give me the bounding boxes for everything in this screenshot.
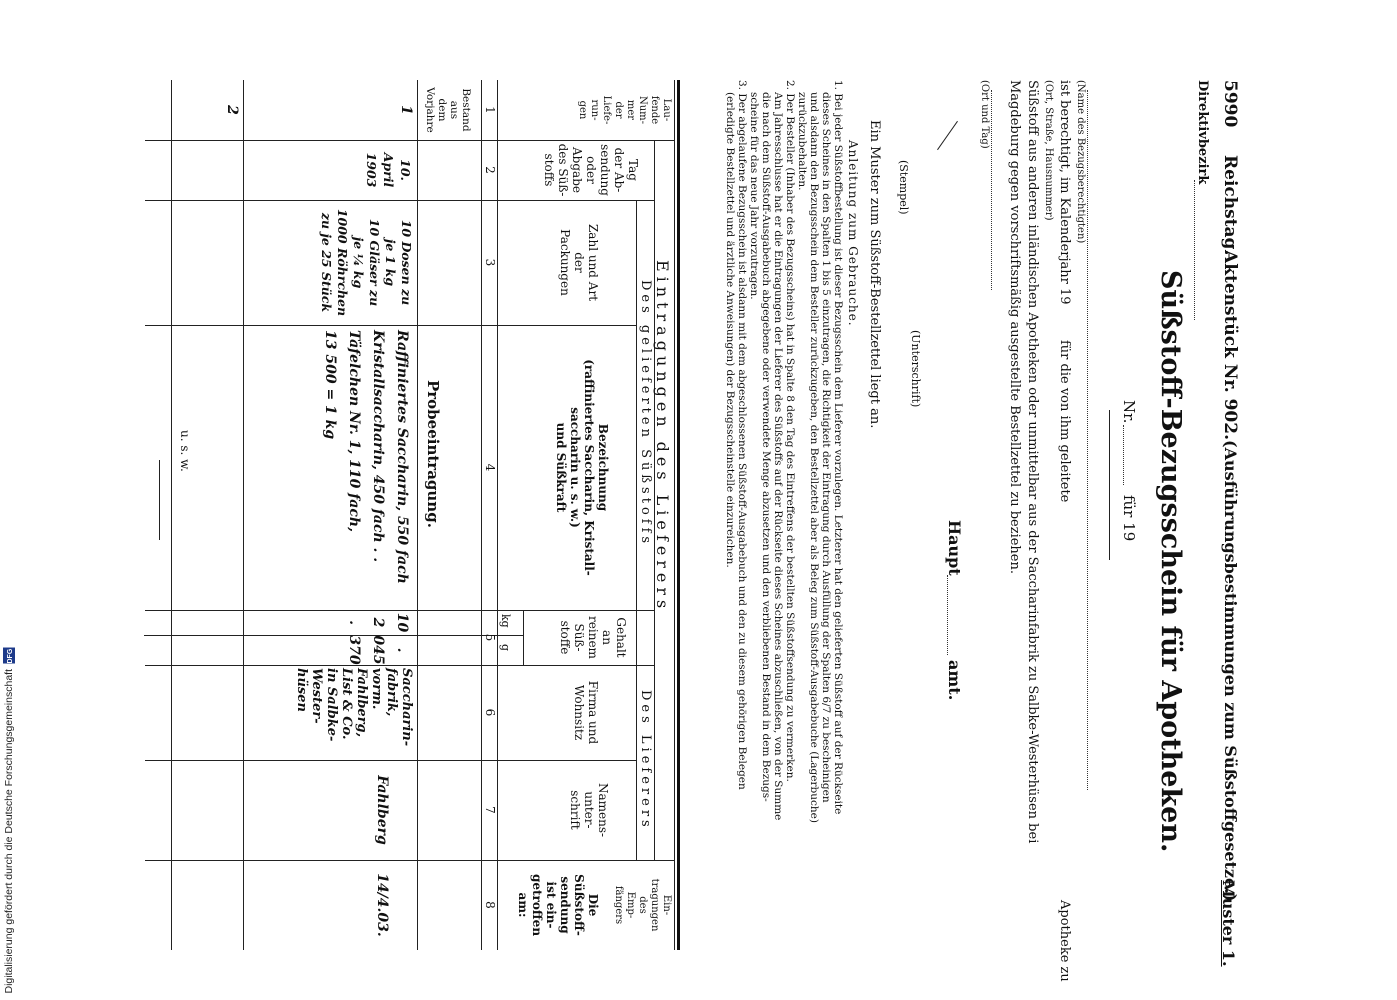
ort-tag-caption: (Ort und Tag) [979,80,990,149]
reichstag-label: Reichstag. [1220,155,1240,256]
row-1-number: 1 [398,105,414,115]
header-col-8: Die Süßstoff- sendung ist ein- getroffen am: [516,873,600,937]
usw-label: u. s. w. [178,430,192,472]
header-col-8-top: Ein- tragungen des Emp- fängers [613,878,672,932]
hauptamt-line [947,575,948,655]
dfg-logo-icon: DFG [3,648,15,664]
anleitung-line-1: 1. Bei jeder Süßstoffbestellung ist dieser Bezugsschein dem Lieferer vorzulegen. Letzterer hat den gelieferten Süßstoff auf der Rückseite [832,80,844,815]
col-number-4: 4 [483,463,497,472]
ort-caption: (Ort, Straße, Hausnummer) [1043,80,1054,221]
form-line-3: Magdeburg gegen vorschriftsmäßig ausgestellte Bestellzettel zu beziehen. [1007,80,1022,574]
col-number-6: 6 [483,708,497,717]
bestand-rule [417,80,418,950]
row-1-eingetroffen: 14/4.03. [374,873,390,937]
col-number-7: 7 [483,806,497,814]
row-1-packungen: 10 Dosen zu je 1 kg 10 Gläser zu je ¼ kg 1000 Röhrchen zu je 25 Stück [319,208,414,317]
haupt-label: Haupt [945,520,964,576]
name-line [1087,90,1088,790]
name-caption: (Name des Bezugsberechtigten) [1075,80,1086,244]
form-line-1c: Apotheke zu [1057,900,1072,982]
header-col-1: Lau- fende Num- mer der Liefe- run- gen [577,95,672,125]
row-1-bezeichnung: Raffiniertes Saccharin, 550 fach Kristallsaccharin, 450 fach . . Täfelchen Nr. 1, 110 fach, 13 500 = 1 kg [322,330,410,584]
direktivbezirk-line [1194,180,1195,320]
row-1-g: . 045 370 [346,635,410,665]
header-col-7: Namens- unter- schrift [568,782,610,838]
col-number-5: 5 [483,633,497,642]
sub-lieferer-rule [636,610,637,860]
col-number-2: 2 [483,166,497,174]
header-col-2: Tag der Ab- sendung oder Abgabe des Süß- stoffs [542,143,640,197]
footer-credit [3,648,15,994]
anleitung-line-7: die nach dem Süßstoff-Ausgabebuch abgegebene oder verwendete Menge abzusetzen und den verbliebenen Bestand in dem Bezugs- [760,92,772,802]
pen-mark [937,121,958,150]
header-g: g [499,644,512,652]
header-kg: kg [499,614,512,628]
col-number-3: 3 [483,258,497,267]
unterschrift-caption: (Unterschrift) [909,330,922,408]
muster-note: Ein Muster zum Süßstoff-Bestellzettel liegt an. [867,120,882,429]
header-col-3: Zahl und Art der Packungen [558,223,600,302]
col-number-8: 8 [483,901,497,909]
probe-label: Probeeintragung. [424,380,442,528]
year-label: für 19 [1120,495,1138,542]
header-col-6: Firma und Wohnsitz [572,680,600,745]
row-1-date: 10. April 1903 [364,152,413,188]
row-2-number: 2 [224,105,240,115]
rotated-document-page [90,80,1240,982]
number-line [1123,425,1124,485]
group-header: Eintragungen des Lieferers [653,260,672,614]
col-number-rule [481,80,482,950]
form-line-2: Süßstoff aus anderen inländischen Apotheken oder unmittelbar aus der Saccharinfabrik zu Salbke-Westerhüsen bei [1025,80,1040,844]
footer-text: Digitalisierung gefördert durch die Deutsche Forschungsgemeinschaft [3,669,15,994]
bestand-label: Bestand aus dem Vorjahre [424,87,472,133]
table-top-inner-border [674,80,675,950]
document-title: Süßstoff-Bezugsschein für Apotheken. [1155,270,1186,853]
header-col-5: Gehalt an reinem Süß- stoffe [558,616,628,659]
page-number: 5990 [1220,80,1240,128]
amt-label: amt. [945,660,964,701]
row-1-rule [243,80,244,950]
header-bottom-rule [497,80,498,950]
kg-g-rule [523,610,524,665]
anleitung-line-10: (erledigte Bestellzettel und ärztliche Anweisungen) der Bezugsscheinstelle einzureichen. [724,92,736,568]
anleitung-line-4: zurückzubehalten. [796,92,808,191]
anleitung-line-5: 2. Der Besteller (Inhaber des Bezugsscheins) hat in Spalte 8 den Tag des Eintreffens der bestellten Süßstoffsendung zu vermerken. [784,80,796,782]
anleitung-line-3: und alsdann den Bezugsschein dem Besteller zurückzugeben, den Bestellzettel aber als Beleg zum Süßstoff-Ausgabebuche (Lagerbuche) [808,92,820,823]
anleitung-line-8: scheine für das neue Jahr vorzutragen. [748,92,760,300]
form-line-1b: für die von ihm geleitete [1057,340,1072,503]
table-top-border [677,80,680,950]
row-1-kg: 10 2 . [346,612,410,633]
sub-header-lieferer: Des Lieferers [638,690,653,831]
muster-label: Muster 1. [1219,880,1238,967]
direktivbezirk-label: Direktivbezirk [1195,80,1210,185]
subtitle: (Ausführungsbestimmungen zum Süßstoffgesetze.) [1221,440,1240,902]
anleitung-line-6: Am Jahresschlusse hat er die Eintragungen der Lieferer des Süßstoffs auf der Rückseite dieses Scheines abzuschließen, von der Summe [772,92,784,821]
title-rule [1109,410,1110,560]
row-1-firma: Saccharin- fabrik, vorm. Fahlberg, List & Co. in Salbke- Wester- hüsen [294,668,414,747]
anleitung-title: Anleitung zum Gebrauche. [846,140,860,327]
col-number-1: 1 [483,106,497,114]
number-label: Nr. [1120,400,1138,424]
stempel-caption: (Stempel) [897,160,910,215]
form-line-1a: ist berechtigt, im Kalenderjahr 19 [1057,80,1072,305]
kg-g-divider [144,635,524,636]
usw-rule [159,460,160,540]
header-col-4: Bezeichnung (raffiniertes Saccharin, Kristall- saccharin u. s. w.) und Süßkraft [554,359,610,576]
row-2-rule [171,80,172,950]
anleitung-line-9: 3. Der abgelaufene Bezugsschein ist alsdann mit dem abgeschlossenen Süßstoff-Ausgabebuch und den zu diesem gehörigen Belegen [736,80,748,790]
anleitung-line-2: dieses Scheines in den Spalten 1 bis 5 einzutragen, die Richtigkeit der Eintragung durch Ausfüllung der Spalten 6/7 zu bescheinigen [820,92,832,803]
row-1-unterschrift: Fahlberg [374,775,390,845]
ort-tag-line [991,90,992,290]
sub-header-delivered: Des gelieferten Süßstoffs [638,280,653,548]
aktenstueck-label: Aktenstück Nr. 902. [1220,250,1240,441]
col-6-divider [145,760,637,761]
